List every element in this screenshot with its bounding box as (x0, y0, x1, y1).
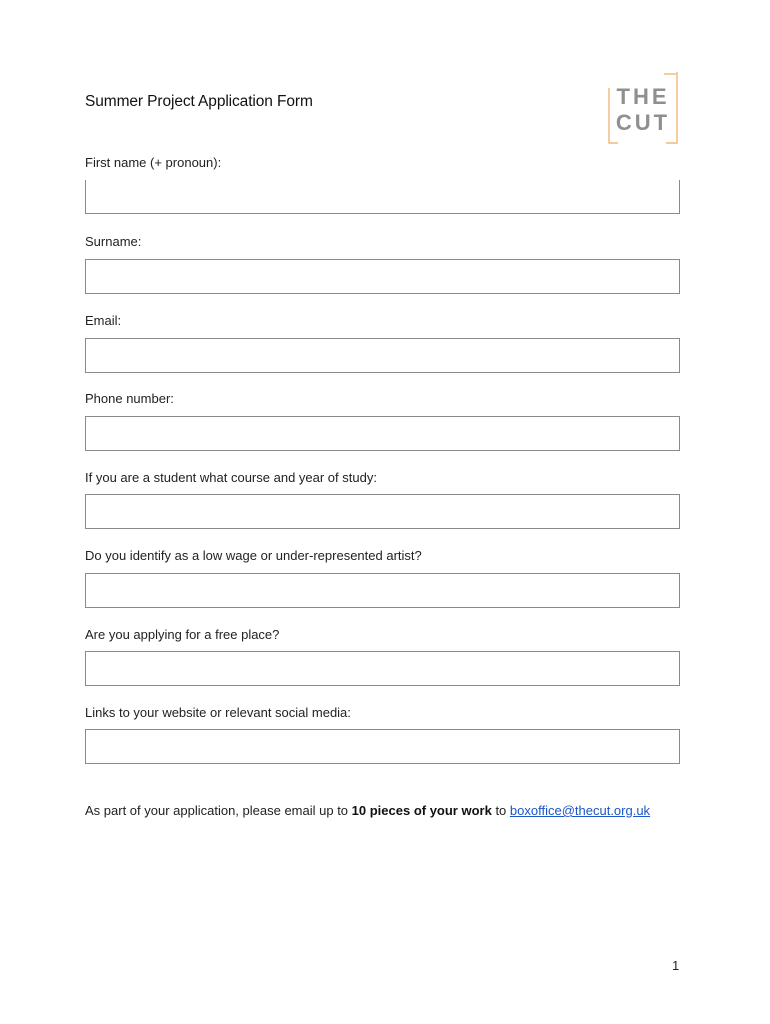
email-input[interactable] (86, 339, 679, 372)
low-wage-label: Do you identify as a low wage or under-represented artist? (85, 548, 422, 563)
page-number: 1 (672, 958, 680, 973)
course-input[interactable] (86, 495, 679, 528)
surname-label: Surname: (85, 234, 142, 249)
email-link[interactable]: boxoffice@thecut.org.uk (509, 803, 651, 818)
links-input[interactable] (86, 730, 679, 763)
logo-line-2: CUT (615, 110, 671, 135)
first-name-input[interactable] (86, 180, 679, 213)
page-title: Summer Project Application Form (85, 93, 313, 110)
phone-label: Phone number: (85, 391, 174, 406)
phone-input[interactable] (86, 417, 679, 450)
low-wage-field[interactable] (85, 573, 680, 608)
surname-input[interactable] (86, 260, 679, 293)
email-label: Email: (85, 313, 122, 328)
submission-note (85, 803, 650, 818)
note-middle: to (491, 803, 510, 818)
phone-field[interactable] (85, 416, 680, 451)
logo-line-1: THE (616, 84, 670, 109)
free-place-field[interactable] (85, 651, 680, 686)
course-field[interactable] (85, 494, 680, 529)
low-wage-input[interactable] (86, 574, 679, 607)
first-name-field[interactable] (85, 180, 680, 214)
links-label: Links to your website or relevant social media: (85, 705, 351, 720)
course-label: If you are a student what course and year of study: (85, 470, 377, 485)
note-prefix: As part of your application, please email up to (85, 803, 352, 818)
the-cut-logo (606, 72, 680, 144)
first-name-label: First name (+ pronoun): (85, 155, 222, 170)
surname-field[interactable] (85, 259, 680, 294)
note-bold: 10 pieces of your work (351, 803, 492, 818)
links-field[interactable] (85, 729, 680, 764)
free-place-input[interactable] (86, 652, 679, 685)
email-field[interactable] (85, 338, 680, 373)
free-place-label: Are you applying for a free place? (85, 627, 280, 642)
